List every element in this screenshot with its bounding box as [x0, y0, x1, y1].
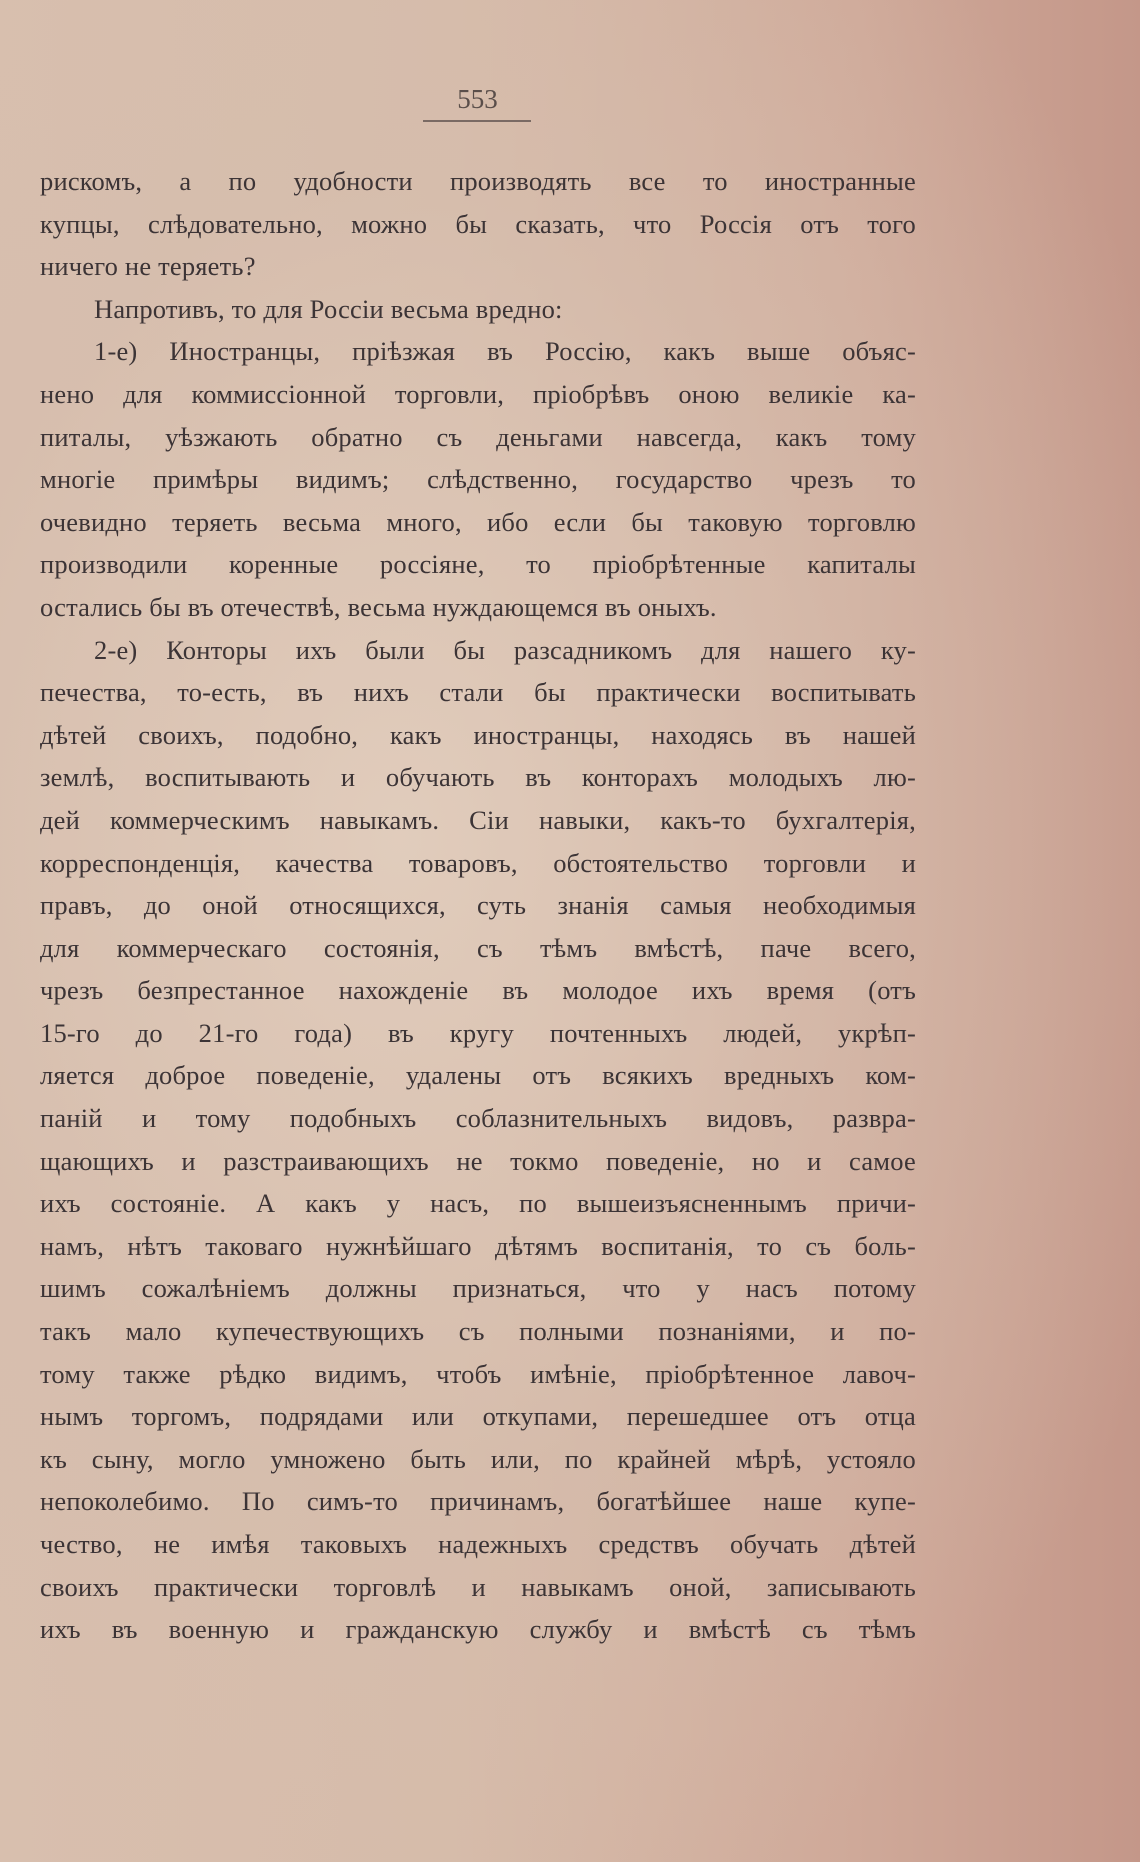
- text-line: шимъ сожалѣніемъ должны признаться, что у насъ потому: [40, 1273, 916, 1304]
- page-number-rule: [423, 120, 531, 122]
- text-line: 15-го до 21-го года) въ кругу почтенныхъ людей, укрѣп-: [40, 1017, 916, 1048]
- text-line: печества, то-есть, въ нихъ стали бы практически воспитывать: [40, 677, 916, 708]
- text-line: непоколебимо. По симъ-то причинамъ, богатѣйшее наше купе-: [40, 1486, 916, 1517]
- text-line: Напротивъ, то для Россіи весьма вредно:: [94, 293, 563, 324]
- page-number: 553: [457, 84, 498, 114]
- text-line: нено для коммиссіонной торговли, пріобрѣвъ оною великіе ка-: [40, 378, 916, 409]
- text-line: своихъ практически торговлѣ и навыкамъ оной, записывають: [40, 1571, 916, 1602]
- text-line: производили коренные россіяне, то пріобрѣтенные капиталы: [40, 549, 916, 580]
- text-line: рискомъ, а по удобности производять все то иностранные: [40, 166, 916, 196]
- text-line: для коммерческаго состоянія, съ тѣмъ вмѣстѣ, паче всего,: [40, 932, 916, 963]
- text-line: землѣ, воспитывають и обучають въ конторахъ молодыхъ лю-: [40, 762, 916, 793]
- text-line: къ сыну, могло умножено быть или, по крайней мѣрѣ, устояло: [40, 1443, 916, 1474]
- text-line: 2-е) Конторы ихъ были бы разсадникомъ для нашего ку-: [94, 634, 916, 665]
- text-line: нымъ торгомъ, подрядами или откупами, перешедшее отъ отца: [40, 1401, 916, 1432]
- text-line: паній и тому подобныхъ соблазнительныхъ видовъ, развра-: [40, 1103, 916, 1134]
- text-line: очевидно теряеть весьма много, ибо если бы таковую торговлю: [40, 506, 916, 537]
- text-line: купцы, слѣдовательно, можно бы сказать, что Россія отъ того: [40, 208, 916, 239]
- text-line: корреспонденція, качества товаровъ, обстоятельство торговли и: [40, 847, 916, 878]
- text-line: ихъ въ военную и гражданскую службу и вмѣстѣ съ тѣмъ: [40, 1614, 916, 1645]
- text-line: остались бы въ отечествѣ, весьма нуждающемся въ оныхъ.: [40, 591, 717, 622]
- body-text: [40, 160, 916, 1651]
- text-line: дѣтей своихъ, подобно, какъ иностранцы, находясь въ нашей: [40, 719, 916, 750]
- text-line: намъ, нѣтъ таковаго нужнѣйшаго дѣтямъ воспитанія, то съ боль-: [40, 1230, 916, 1261]
- text-line: ихъ состояніе. А какъ у насъ, по вышеизъясненнымъ причи-: [40, 1188, 916, 1219]
- text-line: щающихъ и разстраивающихъ не токмо поведеніе, но и самое: [40, 1145, 916, 1176]
- text-line: 1-е) Иностранцы, пріѣзжая въ Россію, какъ выше объяс-: [94, 336, 916, 367]
- text-line: ляется доброе поведеніе, удалены отъ всякихъ вредныхъ ком-: [40, 1060, 916, 1091]
- text-line: питалы, уѣзжають обратно съ деньгами навсегда, какъ тому: [40, 421, 916, 452]
- text-line: такъ мало купечествующихъ съ полными познаніями, и по-: [40, 1316, 916, 1347]
- text-line: многіе примѣры видимъ; слѣдственно, государство чрезъ то: [40, 464, 916, 495]
- text-line: тому также рѣдко видимъ, чтобъ имѣніе, пріобрѣтенное лавоч-: [40, 1358, 916, 1389]
- text-line: чество, не имѣя таковыхъ надежныхъ средствъ обучать дѣтей: [40, 1529, 916, 1559]
- text-line: дей коммерческимъ навыкамъ. Сіи навыки, какъ-то бухгалтерія,: [40, 804, 916, 835]
- text-line: чрезъ безпрестанное нахожденіе въ молодое ихъ время (отъ: [40, 975, 916, 1006]
- text-line: ничего не теряеть?: [40, 251, 256, 282]
- text-line: правъ, до оной относящихся, суть знанія самыя необходимыя: [40, 890, 916, 921]
